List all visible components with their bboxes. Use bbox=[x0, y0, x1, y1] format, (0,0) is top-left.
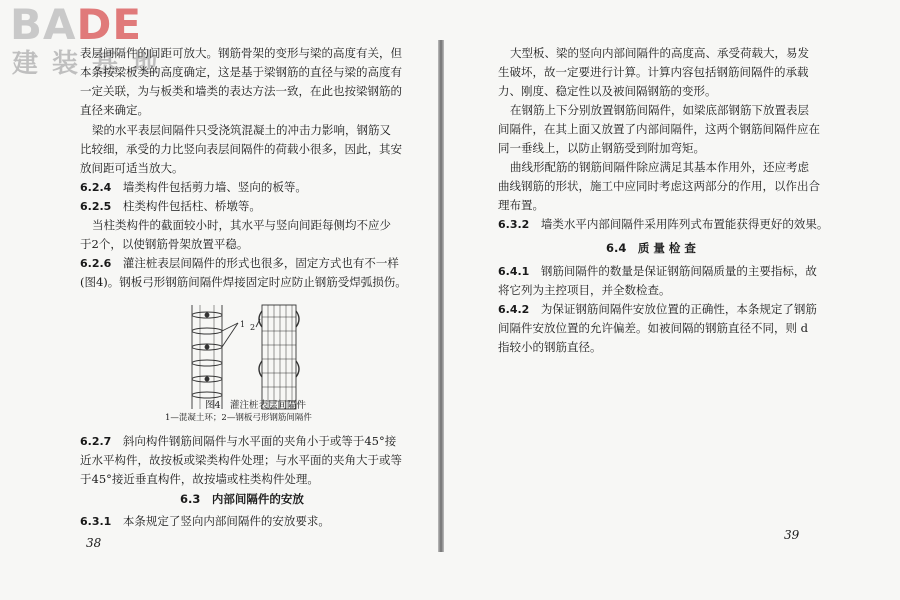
left-p1-line3: 一定关联，为与板类和墙类的表达方法一致，在此也按梁钢筋的 bbox=[80, 84, 402, 98]
right-p2-line3: 同一垂线上，以防止钢筋受到附加弯矩。 bbox=[498, 141, 705, 155]
clause-text: 斜向构件钢筋间隔件与水平面的夹角小于或等于45°接 bbox=[122, 434, 397, 448]
clause-text: 柱类构件包括柱、桥墩等。 bbox=[122, 199, 261, 213]
clause-number: 6.3.2 bbox=[498, 218, 530, 231]
left-p1-line4: 直径来确定。 bbox=[80, 103, 149, 117]
right-p1-line1: 大型板、梁的竖向内部间隔件的高度高、承受荷载大，易发 bbox=[510, 46, 809, 60]
right-page bbox=[446, 0, 900, 600]
clause-text: 钢筋间隔件的数量是保证钢筋间隔质量的主要指标，故 bbox=[540, 264, 817, 278]
right-p1-line2: 生破坏，故一定要进行计算。计算内容包括钢筋间隔件的承载 bbox=[498, 65, 809, 79]
clause-6-4-1-cont: 将它列为主控项目，并全数检查。 bbox=[498, 283, 671, 297]
figure-caption: 图4 灌注桩表层间隔件 bbox=[205, 400, 307, 411]
clause-text: 本条规定了竖向内部间隔件的安放要求。 bbox=[122, 514, 330, 528]
clause-number: 6.4.1 bbox=[498, 265, 530, 278]
logo-part-b: DE bbox=[76, 0, 143, 49]
left-page bbox=[0, 0, 440, 600]
left-p1-line1: 表层间隔件的间距可放大。钢筋骨架的变形与梁的高度有关，但 bbox=[80, 46, 402, 60]
clause-6-3-1 bbox=[80, 512, 330, 531]
page-number-right: 39 bbox=[784, 528, 800, 542]
clause-number: 6.2.6 bbox=[80, 257, 112, 270]
clause-6-2-6-cont: (图4)。钢板弓形钢筋间隔件焊接固定时应防止钢筋受焊弧损伤。 bbox=[80, 275, 407, 289]
clause-6-2-5 bbox=[80, 197, 261, 216]
right-p3-line3: 理布置。 bbox=[498, 198, 544, 212]
clause-text: 墙类水平内部间隔件采用阵列式布置能获得更好的效果。 bbox=[540, 217, 829, 231]
left-p2-line1: 梁的水平表层间隔件只受浇筑混凝土的冲击力影响，钢筋又 bbox=[92, 123, 391, 137]
clause-number: 6.3.1 bbox=[80, 515, 112, 528]
left-p3-line1: 当柱类构件的截面较小时，其水平与竖向间距每侧均不应少 bbox=[92, 218, 391, 232]
figure-subcaption: 1—混凝土环；2—钢板弓形钢筋间隔件 bbox=[165, 413, 312, 423]
clause-6-2-7-cont1: 近水平构件，故按板或梁类构件处理；与水平面的夹角大于或等 bbox=[80, 453, 402, 467]
clause-6-3-2 bbox=[498, 215, 828, 234]
section-heading-6-3: 6.3 内部间隔件的安放 bbox=[180, 492, 304, 506]
right-p3-line2: 曲线钢筋的形状，施工中应同时考虑这两部分的作用，以作出合 bbox=[498, 179, 820, 193]
clause-number: 6.2.5 bbox=[80, 200, 112, 213]
clause-number: 6.2.7 bbox=[80, 435, 112, 448]
clause-number: 6.2.4 bbox=[80, 181, 112, 194]
right-p2-line1: 在钢筋上下分别放置钢筋间隔件，如梁底部钢筋下放置表层 bbox=[510, 103, 809, 117]
right-p3-line1: 曲线形配筋的钢筋间隔件除应满足其基本作用外，还应考虑 bbox=[510, 160, 809, 174]
clause-text: 灌注桩表层间隔件的形式也很多，固定方式也有不一样 bbox=[122, 256, 399, 270]
clause-number: 6.4.2 bbox=[498, 303, 530, 316]
logo-subtitle: 建装基地 bbox=[12, 49, 173, 79]
figure-label-1: 1 bbox=[240, 320, 246, 329]
right-p2-line2: 间隔件，在其上面又放置了内部间隔件，这两个钢筋间隔件应在 bbox=[498, 122, 820, 136]
clause-6-2-7 bbox=[80, 432, 396, 451]
right-p1-line3: 力、刚度、稳定性以及被间隔钢筋的变形。 bbox=[498, 84, 717, 98]
clause-text: 为保证钢筋间隔件安放位置的正确性，本条规定了钢筋 bbox=[540, 302, 817, 316]
page-number-left: 38 bbox=[86, 536, 102, 550]
left-p1-line2: 本条按梁板类的高度确定，这是基于梁钢筋的直径与梁的高度有 bbox=[80, 65, 402, 79]
clause-6-4-1 bbox=[498, 262, 817, 281]
logo-part-a: BA bbox=[10, 0, 77, 49]
clause-6-4-2-cont2: 指较小的钢筋直径。 bbox=[498, 340, 602, 354]
clause-text: 墙类构件包括剪力墙、竖向的板等。 bbox=[122, 180, 307, 194]
clause-6-2-4 bbox=[80, 178, 307, 197]
left-p2-line2: 比较细，承受的力比竖向表层间隔件的荷载小很多，因此，其安 bbox=[80, 142, 402, 156]
clause-6-4-2 bbox=[498, 300, 817, 319]
figure-label-2: 2 bbox=[250, 323, 256, 332]
book-gutter bbox=[438, 40, 444, 552]
left-p3-line2: 于2个，以使钢筋骨架放置平稳。 bbox=[80, 237, 249, 251]
left-p2-line3: 放间距可适当放大。 bbox=[80, 161, 184, 175]
clause-6-2-6 bbox=[80, 254, 399, 273]
clause-6-2-7-cont2: 于45°接近垂直构件，故按墙或柱类构件处理。 bbox=[80, 472, 319, 486]
section-heading-6-4: 6.4 质 量 检 查 bbox=[606, 241, 696, 255]
clause-6-4-2-cont1: 间隔件安放位置的允许偏差。如被间隔的钢筋直径不同，则 d bbox=[498, 321, 809, 335]
